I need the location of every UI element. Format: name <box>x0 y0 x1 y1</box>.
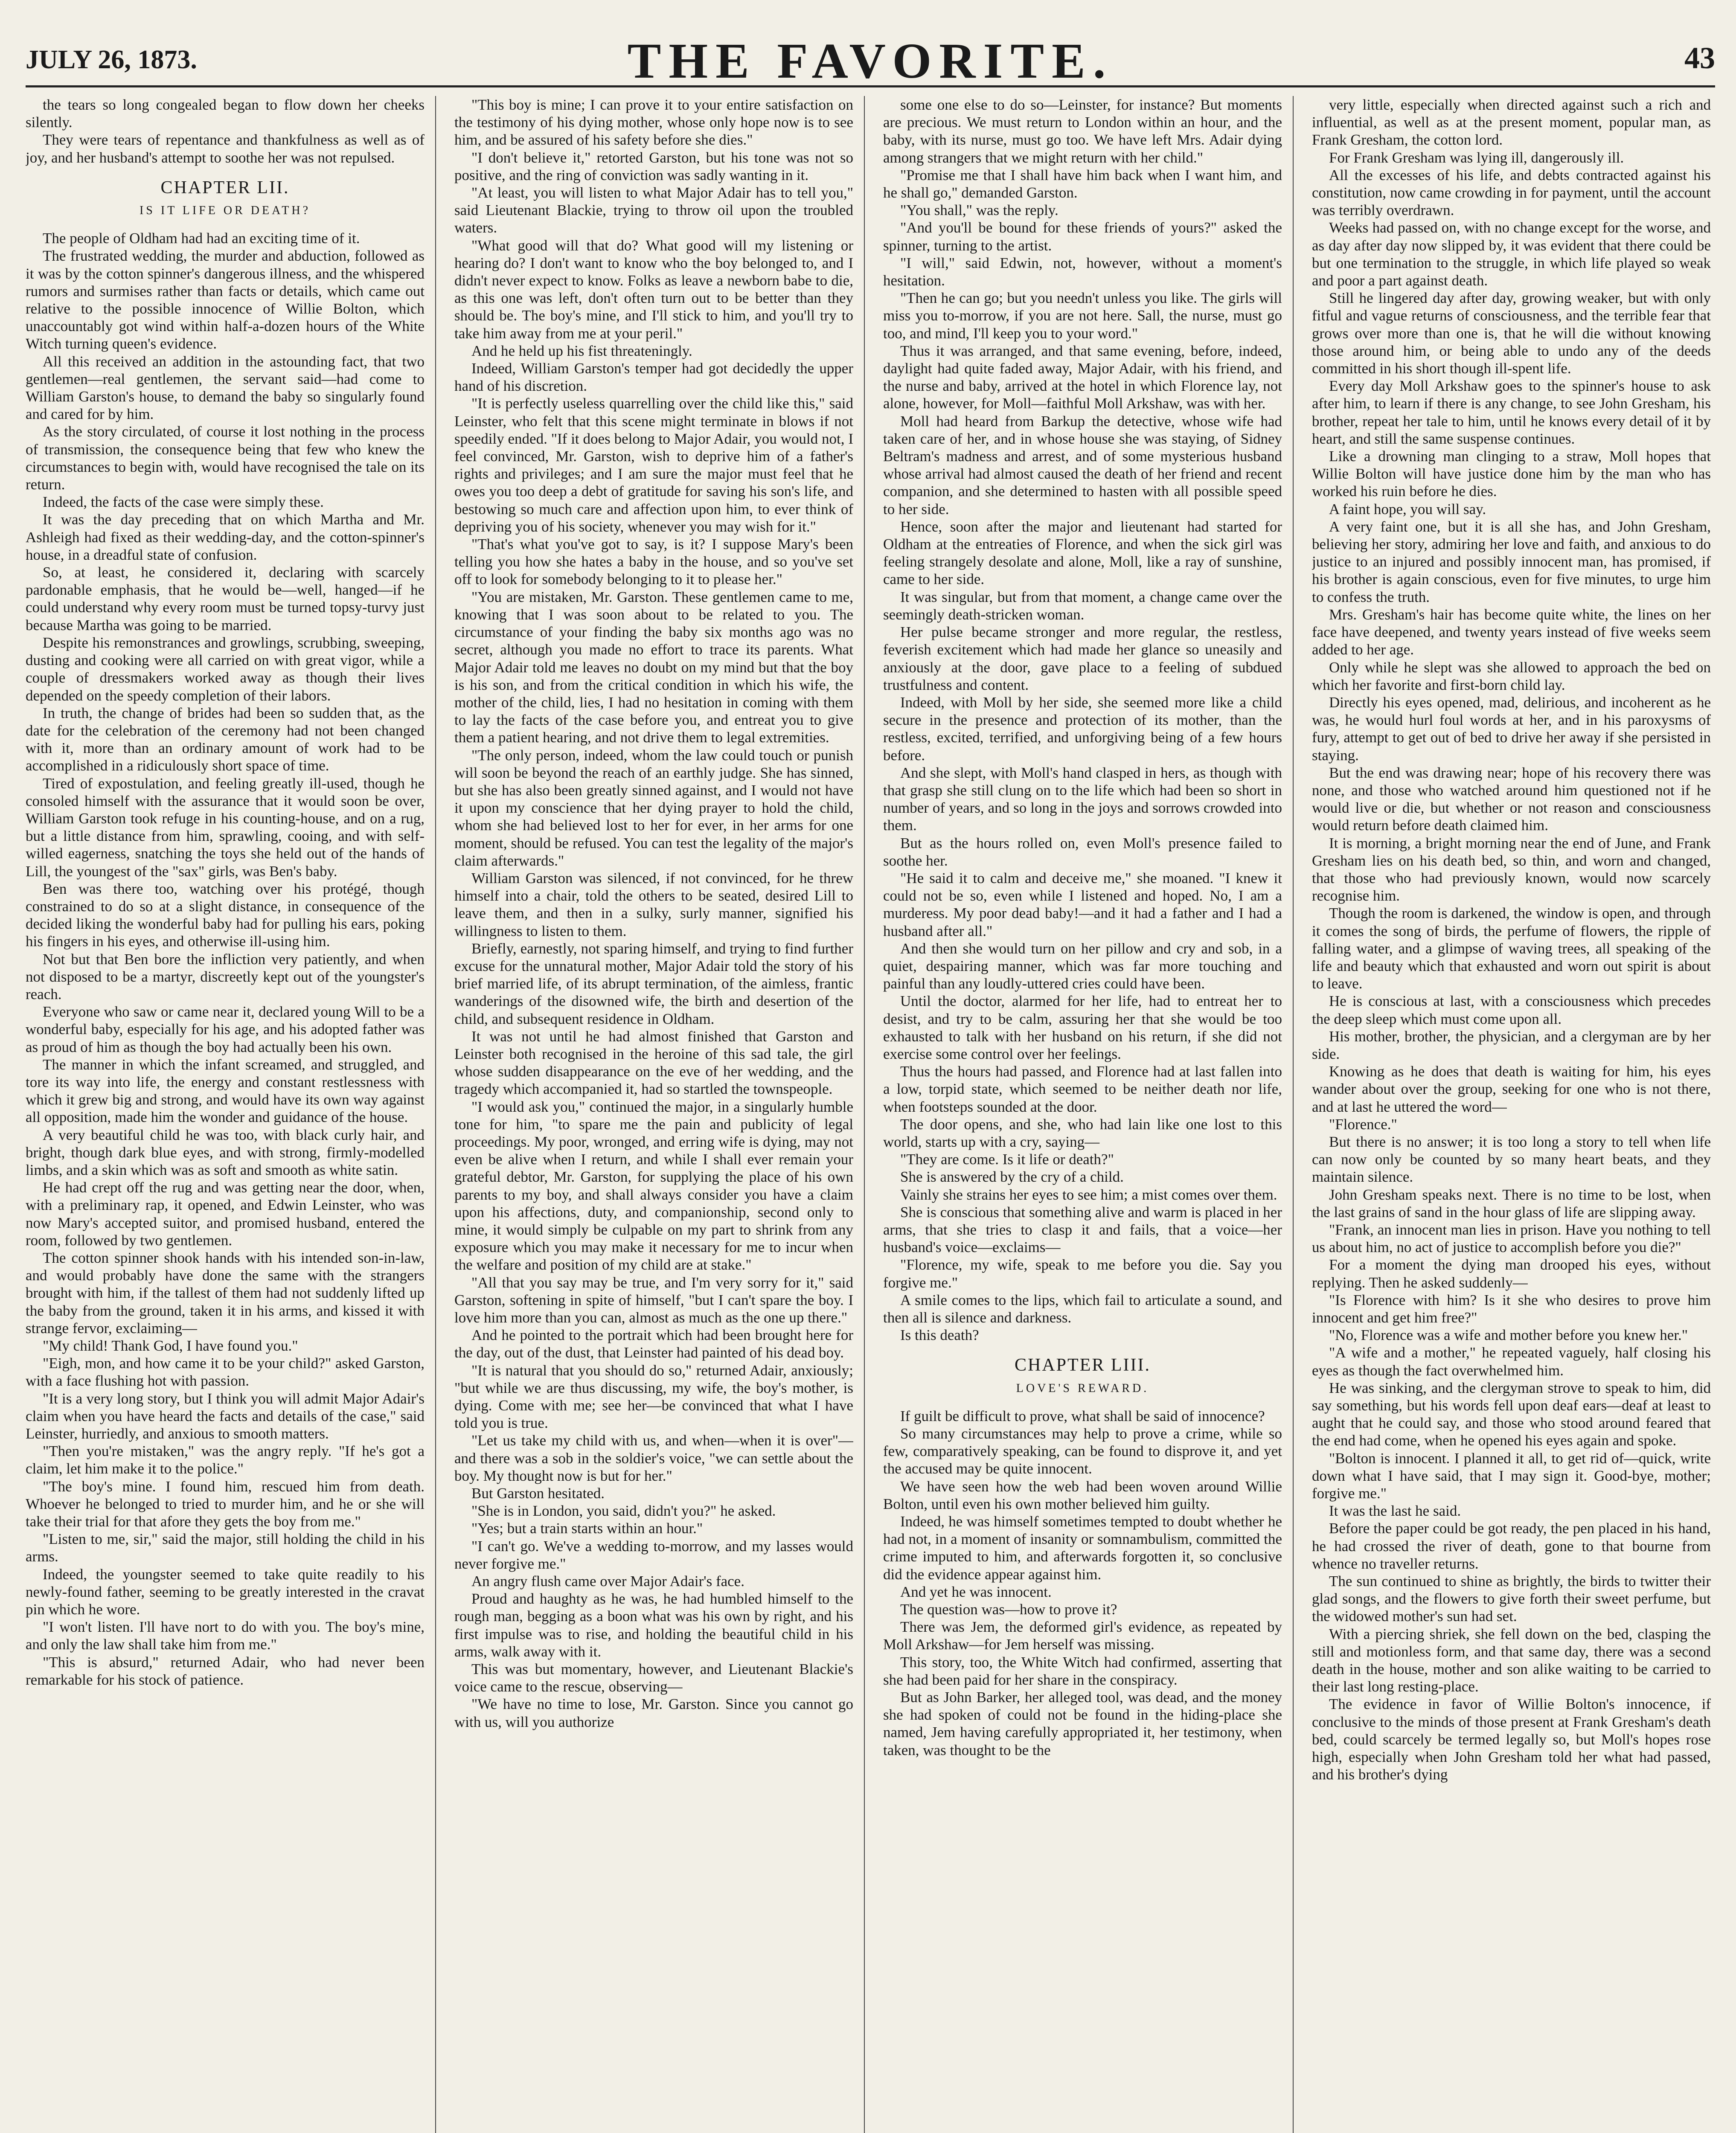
paragraph: If guilt be difficult to prove, what shall be said of innocence? <box>900 1407 1265 1424</box>
paragraph: With a piercing shriek, she fell down on the bed, clasping the still and motionless form, and that same day, there was a second death in the house, mother and son alike waiting to be carried to their last long resting-place. <box>1312 1625 1711 1695</box>
paragraph: "My child! Thank God, I have found you." <box>43 1337 298 1354</box>
issue-date: JULY 26, 1873. <box>26 45 197 74</box>
column-divider <box>1293 96 1294 2133</box>
paragraph: "Yes; but a train starts within an hour." <box>471 1520 703 1537</box>
page-header <box>26 23 1715 87</box>
paragraph: Still he lingered day after day, growing weaker, but with only fitful and vague returns of consciousness, and the terrible fear that grows over more than one is, that he will die without knowing those around him, or being able to undo any of the deeds committed in his short though ill-spent life. <box>1312 290 1711 377</box>
paragraph: Indeed, the youngster seemed to take quite readily to his newly-found father, seeming to be greatly interested in the cravat pin which he wore. <box>26 1566 425 1618</box>
paragraph: A smile comes to the lips, which fail to articulate a sound, and then all is silence and darkness. <box>883 1291 1282 1326</box>
paragraph: As the story circulated, of course it lost nothing in the process of transmission, the consequence being that few who knew the circumstances to begin with, would have recognised the tale on its return. <box>26 423 425 493</box>
paragraph: William Garston was silenced, if not convinced, for he threw himself into a chair, told the others to be seated, desired Lill to leave them, and then in a sulky, surly manner, signified his willingness to listen to them. <box>454 869 853 939</box>
paragraph: "This boy is mine; I can prove it to your entire satisfaction on the testimony of his dying mother, whose only hope now is to see him, and be assured of his safety before she dies." <box>454 96 853 148</box>
paragraph: The cotton spinner shook hands with his intended son-in-law, and would probably have done the same with the strangers brought with him, if the tallest of them had not suddenly lifted up the baby from the ground, taken it in his arms, and kissed it with strange fervor, exclaiming— <box>26 1250 425 1337</box>
paragraph: "All that you say may be true, and I'm very sorry for it," said Garston, softening in spite of himself, "but I can't spare the boy. I love him more than you can, almost as much as the one up there." <box>454 1274 853 1326</box>
chapter-subtitle: LOVE'S REWARD. <box>1016 1381 1149 1395</box>
text-column-4 <box>1312 96 1711 2133</box>
paragraph: Knowing as he does that death is waiting for him, his eyes wander about over the group, seeking for one who is not there, and at last he uttered the word— <box>1312 1063 1711 1115</box>
paragraph: Like a drowning man clinging to a straw, Moll hopes that Willie Bolton will have justice done him by the man who has worked his ruin before he dies. <box>1312 448 1711 500</box>
paragraph: Directly his eyes opened, mad, delirious, and incoherent as he was, he would hurl foul words at her, and in his paroxysms of fury, attempt to get out of bed to drive her away if she persisted in staying. <box>1312 694 1711 764</box>
paragraph: Thus it was arranged, and that same evening, before, indeed, daylight had quite faded away, Major Adair, with his friend, and the nurse and baby, arrived at the hotel in which Florence lay, not alone, however, for Moll—faithful Moll Arkshaw, was with her. <box>883 342 1282 412</box>
paragraph: "Florence, my wife, speak to me before you die. Say you forgive me." <box>883 1256 1282 1291</box>
paragraph: the tears so long congealed began to flow down her cheeks silently. <box>26 96 425 131</box>
text-column-3 <box>883 96 1282 2133</box>
paragraph: Indeed, he was himself sometimes tempted to doubt whether he had not, in a moment of insanity or somnambulism, committed the crime imputed to him, and afterwards forgotten it, so conclusive did the evidence appear against him. <box>883 1513 1282 1583</box>
paragraph: "He said it to calm and deceive me," she moaned. "I knew it could not be so, even while I listened and hoped. No, I am a murderess. My poor dead baby!—and it had a father and I had a husband after all." <box>883 869 1282 939</box>
paragraph: "Eigh, mon, and how came it to be your child?" asked Garston, with a face flushing hot with passion. <box>26 1355 425 1389</box>
chapter-subtitle: IS IT LIFE OR DEATH? <box>139 204 311 218</box>
paragraph: The people of Oldham had had an exciting time of it. <box>43 230 360 247</box>
paragraph: very little, especially when directed against such a rich and influential, as well as at the present moment, popular man, as Frank Gresham, the cotton lord. <box>1312 96 1711 148</box>
paragraph: Her pulse became stronger and more regular, the restless, feverish excitement which had made her glance so uneasily and anxiously at the door, gave place to a feeling of subdued trustfulness and content. <box>883 624 1282 693</box>
paragraph: "I can't go. We've a wedding to-morrow, and my lasses would never forgive me." <box>454 1537 853 1572</box>
paragraph: He is conscious at last, with a consciousness which precedes the deep sleep which must come upon all. <box>1312 993 1711 1027</box>
paragraph: John Gresham speaks next. There is no time to be lost, when the last grains of sand in the hour glass of life are slipping away. <box>1312 1186 1711 1221</box>
paragraph: "No, Florence was a wife and mother before you knew her." <box>1329 1327 1688 1344</box>
text-column-2 <box>454 96 853 2133</box>
paragraph: Indeed, with Moll by her side, she seemed more like a child secure in the presence and protection of its mother, than the restless, excited, terrified, and unforgiving being of a few hours before. <box>883 694 1282 764</box>
paragraph: But the end was drawing near; hope of his recovery there was none, and those who watched around him questioned not if he would live or die, but whether or not reason and consciousness would return before death claimed him. <box>1312 764 1711 834</box>
paragraph: It is morning, a bright morning near the end of June, and Frank Gresham lies on his death bed, so thin, and worn and changed, that those who had previously known, would now scarcely recognise him. <box>1312 834 1711 904</box>
paragraph: We have seen how the web had been woven around Willie Bolton, until even his own mother believed him guilty. <box>883 1478 1282 1512</box>
paragraph: "Is Florence with him? Is it she who desires to prove him innocent and get him free?" <box>1312 1291 1711 1326</box>
paragraph: And then she would turn on her pillow and cry and sob, in a quiet, despairing manner, which was far more touching and painful than any loudly-uttered cries could have been. <box>883 940 1282 992</box>
paragraph: She is conscious that something alive and warm is placed in her arms, that she tries to clasp it and fails, that a voice—her husband's voice—exclaims— <box>883 1203 1282 1256</box>
paragraph: This was but momentary, however, and Lieutenant Blackie's voice came to the rescue, observing— <box>454 1661 853 1695</box>
paragraph: "It is natural that you should do so," returned Adair, anxiously; "but while we are thus discussing, my wife, the boy's mother, is dying. Come with me; see her—be convinced that what I have told you is true. <box>454 1362 853 1432</box>
paragraph: So many circumstances may help to prove a crime, while so few, comparatively speaking, can be found to disprove it, and yet the accused may be quite innocent. <box>883 1425 1282 1477</box>
paragraph: Is this death? <box>900 1327 979 1344</box>
paragraph: So, at least, he considered it, declaring with scarcely pardonable emphasis, that he would be—well, hanged—if he could understand why every room must be turned topsy-turvy just because Martha was going to be married. <box>26 564 425 634</box>
paragraph: "That's what you've got to say, is it? I suppose Mary's been telling you how she hates a baby in the house, and so you've set off to look for somebody belonging to it to please her." <box>454 536 853 588</box>
paragraph: He had crept off the rug and was getting near the door, when, with a preliminary rap, it opened, and Edwin Leinster, who was now Mary's accepted suitor, and promised husband, entered the room, followed by two gentlemen. <box>26 1179 425 1249</box>
paragraph: "Florence." <box>1329 1116 1397 1133</box>
paragraph: His mother, brother, the physician, and a clergyman are by her side. <box>1312 1028 1711 1062</box>
paragraph: Briefly, earnestly, not sparing himself, and trying to find further excuse for the unnatural mother, Major Adair told the story of his brief married life, of its abrupt termination, of the aimless, frantic wanderings of the disowned wife, the birth and desertion of the child, and subsequent residence in Oldham. <box>454 940 853 1027</box>
paragraph: "It is perfectly useless quarrelling over the child like this," said Leinster, who felt that this scene might terminate in blows if not speedily ended. "If it does belong to Major Adair, you would not, I feel convinced, Mr. Garston, wish to deprive him of a father's rights and privileges; and I am sure the major must feel that he owes you too deep a debt of gratitude for saving his son's life, and bestowing so much care and affection upon him, to ever think of depriving you of his society, whenever you may wish for it." <box>454 395 853 535</box>
paragraph: Every day Moll Arkshaw goes to the spinner's house to ask after him, to learn if there is any change, to see John Gresham, his brother, repeat her tale to him, until he knows every detail of it by heart, and still the same suspense continues. <box>1312 378 1711 447</box>
chapter-heading: CHAPTER LIII. <box>1015 1355 1151 1375</box>
paragraph: Indeed, William Garston's temper had got decidedly the upper hand of his discretion. <box>454 360 853 395</box>
paragraph: The manner in which the infant screamed, and struggled, and tore its way into life, the energy and constant restlessness with which it grew big and strong, and would have its own way against all opposition, made him the wonder and guidance of the house. <box>26 1056 425 1126</box>
paragraph: "They are come. Is it life or death?" <box>900 1151 1114 1168</box>
paragraph: Until the doctor, alarmed for her life, had to entreat her to desist, and try to be calm, assuring her that she would be too exhausted to talk with her husband on his return, if she did not exercise some control over her feelings. <box>883 993 1282 1062</box>
paragraph: It was singular, but from that moment, a change came over the seemingly death-stricken woman. <box>883 588 1282 623</box>
paragraph: "Listen to me, sir," said the major, still holding the child in his arms. <box>26 1531 425 1565</box>
paragraph: "Then you're mistaken," was the angry reply. "If he's got a claim, let him make it to the police." <box>26 1443 425 1477</box>
paragraph: "This is absurd," returned Adair, who had never been remarkable for his stock of patience. <box>26 1654 425 1688</box>
paragraph: "What good will that do? What good will my listening or hearing do? I don't want to know who the boy belonged to, and I didn't never expect to know. Folks as leave a newborn babe to die, as this one was left, don't often turn out to be better than they should be. The boy's mine, and I'll stick to him, and you'll try to take him away from me at your peril." <box>454 237 853 342</box>
paragraph: There was Jem, the deformed girl's evidence, as repeated by Moll Arkshaw—for Jem herself was missing. <box>883 1619 1282 1653</box>
paragraph: "It is a very long story, but I think you will admit Major Adair's claim when you have heard the facts and details of the case," said Leinster, hurriedly, and anxious to smooth matters. <box>26 1390 425 1442</box>
paragraph: They were tears of repentance and thankfulness as well as of joy, and her husband's attempt to soothe her was not repulsed. <box>26 131 425 166</box>
paragraph: Thus the hours had passed, and Florence had at last fallen into a low, torpid state, which seemed to be neither death nor life, when footsteps sounded at the door. <box>883 1063 1282 1115</box>
paragraph: And yet he was innocent. <box>900 1583 1052 1600</box>
paragraph: "We have no time to lose, Mr. Garston. Since you cannot go with us, will you authorize <box>454 1696 853 1730</box>
paragraph: "Then he can go; but you needn't unless you like. The girls will miss you to-morrow, if you are not here. Sall, the nurse, must go too, and mind, I'll keep you to your word." <box>883 290 1282 342</box>
paragraph: An angry flush came over Major Adair's face. <box>471 1573 744 1590</box>
paragraph: "I don't believe it," retorted Garston, but his tone was not so positive, and the ring of conviction was sadly wanting in it. <box>454 149 853 183</box>
header-rule <box>26 85 1715 87</box>
paragraph: "I would ask you," continued the major, in a singularly humble tone for him, "to spare me the pain and publicity of legal proceedings. My poor, wronged, and erring wife is dying, may not even be alive when I return, and while I shall ever remain your grateful debtor, Mr. Garston, for supplying the place of his own parents to my boy, and shall always consider you have a claim upon his affections, duty, and companionship, second only to mine, it would simply be culpable on my part to shrink from any exposure which you may make it necessary for me to incur when the welfare and position of my child are at stake." <box>454 1098 853 1273</box>
paragraph: Mrs. Gresham's hair has become quite white, the lines on her face have deepened, and twenty years instead of five weeks seem added to her age. <box>1312 606 1711 658</box>
paragraph: It was the last he said. <box>1329 1502 1461 1520</box>
paragraph: A faint hope, you will say. <box>1329 500 1486 517</box>
paragraph: "The boy's mine. I found him, rescued him from death. Whoever he belonged to tried to murder him, and he or she will take their trial for that afore they gets the boy from me." <box>26 1478 425 1530</box>
paragraph: "And you'll be bound for these friends of yours?" asked the spinner, turning to the artist. <box>883 219 1282 254</box>
paragraph: "At least, you will listen to what Major Adair has to tell you," said Lieutenant Blackie, trying to throw oil upon the troubled waters. <box>454 184 853 236</box>
paragraph: "I will," said Edwin, not, however, without a moment's hesitation. <box>883 254 1282 289</box>
paragraph: "A wife and a mother," he repeated vaguely, half closing his eyes as though the fact overwhelmed him. <box>1312 1344 1711 1379</box>
paragraph: But Garston hesitated. <box>471 1485 605 1502</box>
paragraph: some one else to do so—Leinster, for instance? But moments are precious. We must return to London within an hour, and the baby, with its nurse, must go too. We have left Mrs. Adair dying among strangers that we might return with her child." <box>883 96 1282 166</box>
paragraph: "Frank, an innocent man lies in prison. Have you nothing to tell us about him, no act of justice to accomplish before you die?" <box>1312 1221 1711 1256</box>
paragraph: This story, too, the White Witch had confirmed, asserting that she had been paid for her share in the conspiracy. <box>883 1654 1282 1688</box>
paragraph: All this received an addition in the astounding fact, that two gentlemen—real gentlemen, the servant said—had come to William Garston's house, to demand the baby so singularly found and cared for by him. <box>26 353 425 423</box>
paragraph: But as John Barker, her alleged tool, was dead, and the money she had spoken of could not be found in the hiding-place she named, Jem having carefully appropriated it, her testimony, when taken, was thought to be the <box>883 1689 1282 1758</box>
paragraph: She is answered by the cry of a child. <box>900 1168 1124 1186</box>
paragraph: For a moment the dying man drooped his eyes, without replying. Then he asked suddenly— <box>1312 1256 1711 1291</box>
paragraph: Before the paper could be got ready, the pen placed in his hand, he had crossed the river of death, gone to that bourne from whence no traveller returns. <box>1312 1520 1711 1572</box>
paragraph: And he pointed to the portrait which had been brought here for the day, out of the dust, that Leinster had painted of his dead boy. <box>454 1327 853 1361</box>
paragraph: The sun continued to shine as brightly, the birds to twitter their glad songs, and the flowers to give forth their sweet perfume, but the widowed mother's sun had set. <box>1312 1573 1711 1625</box>
paragraph: The frustrated wedding, the murder and abduction, followed as it was by the cotton spinner's dangerous illness, and the whispered rumors and surmises rather than facts or details, which came out relative to the possible innocence of Willie Bolton, which unaccountably got wind within half-a-dozen hours of the White Witch turning queen's evidence. <box>26 247 425 352</box>
paragraph: Not but that Ben bore the infliction very patiently, and when not disposed to be a martyr, discreetly kept out of the youngster's reach. <box>26 950 425 1003</box>
paragraph: "You are mistaken, Mr. Garston. These gentlemen came to me, knowing that I was soon about to be related to you. The circumstance of your finding the baby six months ago was no secret, although you made no effort to trace its parents. What Major Adair told me leaves no doubt on my mind but that the boy is his son, and from the critical condition in which his wife, the mother of the child, lies, I had no hesitation in coming with them to lay the facts of the case before you, and entreat you to give them a patient hearing, and not drive them to legal extremities. <box>454 588 853 746</box>
paragraph: A very faint one, but it is all she has, and John Gresham, believing her story, admiring her love and faith, and anxious to do justice to an injured and possibly innocent man, has promised, if his brother is again conscious, even for five minutes, to urge him to confess the truth. <box>1312 518 1711 605</box>
paragraph: Indeed, the facts of the case were simply these. <box>43 494 324 511</box>
paragraph: "She is in London, you said, didn't you?" he asked. <box>471 1502 776 1520</box>
paragraph: Vainly she strains her eyes to see him; a mist comes over them. <box>900 1186 1277 1203</box>
paragraph: Only while he slept was she allowed to approach the bed on which her favorite and first-born child lay. <box>1312 659 1711 693</box>
paragraph: It was the day preceding that on which Martha and Mr. Ashleigh had fixed as their wedding-day, and the cotton-spinner's house, in a dreadful state of confusion. <box>26 511 425 563</box>
paragraph: But as the hours rolled on, even Moll's presence failed to soothe her. <box>883 834 1282 869</box>
paragraph: In truth, the change of brides had been so sudden that, as the date for the celebration of the ceremony had not been changed with it, more than an ordinary amount of work had to be accomplished in a ridiculously short space of time. <box>26 704 425 774</box>
column-divider <box>864 96 865 2133</box>
paragraph: Proud and haughty as he was, he had humbled himself to the rough man, begging as a boon what was his own by right, and his first impulse was to rise, and holding the beautiful child in his arms, walk away with it. <box>454 1590 853 1660</box>
column-divider <box>435 96 436 2133</box>
paragraph: It was not until he had almost finished that Garston and Leinster both recognised in the heroine of this sad tale, the girl whose sudden disappearance on the eve of her wedding, and the tragedy which accompanied it, had so startled the townspeople. <box>454 1028 853 1098</box>
paragraph: "You shall," was the reply. <box>900 202 1058 219</box>
paragraph: And he held up his fist threateningly. <box>471 342 692 359</box>
paragraph: "Promise me that I shall have him back when I want him, and he shall go," demanded Garston. <box>883 166 1282 201</box>
paragraph: Hence, soon after the major and lieutenant had started for Oldham at the entreaties of Florence, and when the sick girl was feeling strangely desolate and alone, Moll, like a ray of sunshine, came to her side. <box>883 518 1282 588</box>
masthead-title: THE FAVORITE. <box>627 33 1114 89</box>
paragraph: "Let us take my child with us, and when—when it is over"—and there was a sob in the soldier's voice, "we can settle about the boy. My thought now is but for her." <box>454 1432 853 1484</box>
paragraph: For Frank Gresham was lying ill, dangerously ill. <box>1329 149 1624 166</box>
paragraph: A very beautiful child he was too, with black curly hair, and bright, though dark blue eyes, and with strong, firmly-modelled limbs, and a skin which was as soft and smooth as white satin. <box>26 1126 425 1178</box>
paragraph: "The only person, indeed, whom the law could touch or punish will soon be beyond the reach of an earthly judge. She has sinned, but she has also been greatly sinned against, and I would not have it upon my conscience that her dying prayer to hold the child, whom she had believed lost to her for ever, in her arms for one moment, should be refused. You can test the legality of the major's claim afterwards." <box>454 747 853 869</box>
paragraph: All the excesses of his life, and debts contracted against his constitution, now came crowding in for payment, until the account was terribly overdrawn. <box>1312 166 1711 219</box>
paragraph: He was sinking, and the clergyman strove to speak to him, did say something, but his words fell upon deaf ears—deaf at least to aught that he could say, and those who stood around feared that the end had come, when he opened his eyes again and spoke. <box>1312 1379 1711 1449</box>
chapter-heading: CHAPTER LII. <box>160 177 290 198</box>
paragraph: But there is no answer; it is too long a story to tell when life can now only be counted by so many heart beats, and they maintain silence. <box>1312 1133 1711 1186</box>
text-column-1 <box>26 96 425 2133</box>
paragraph: "I won't listen. I'll have nort to do with you. The boy's mine, and only the law shall take him from me." <box>26 1619 425 1653</box>
paragraph: Tired of expostulation, and feeling greatly ill-used, though he consoled himself with the assurance that it would soon be over, William Garston took refuge in his counting-house, and on a rug, but a little distance from him, sprawling, cooing, and with self-willed eagerness, snatching the toys she held out of the hands of Lill, the youngest of the "sax" girls, was Ben's baby. <box>26 775 425 880</box>
paragraph: And she slept, with Moll's hand clasped in hers, as though with that grasp she still clung on to the life which had been so short in number of years, and so long in the joys and sorrows crowded into them. <box>883 764 1282 834</box>
paragraph: Despite his remonstrances and growlings, scrubbing, sweeping, dusting and cooking were all carried on with great vigor, while a couple of dressmakers worked away as though their lives depended on the speedy completion of their labors. <box>26 634 425 704</box>
page-number: 43 <box>1684 41 1715 75</box>
paragraph: Ben was there too, watching over his protégé, though constrained to do so at a slight distance, in consequence of the decided liking the wonderful baby had for pulling his ears, poking his fingers in his eyes, and otherwise ill-using him. <box>26 880 425 950</box>
paragraph: The door opens, and she, who had lain like one lost to this world, starts up with a cry, saying— <box>883 1116 1282 1150</box>
paragraph: Weeks had passed on, with no change except for the worse, and as day after day now slipped by, it was evident that there could be but one termination to the struggle, in which life played so weak and poor a part against death. <box>1312 219 1711 289</box>
paragraph: Moll had heard from Barkup the detective, whose wife had taken care of her, and in whose house she was staying, of Sidney Beltram's madness and arrest, and of some mysterious husband whose arrival had almost caused the death of her friend and recent companion, and she determined to hasten with all possible speed to her side. <box>883 413 1282 517</box>
paragraph: Though the room is darkened, the window is open, and through it comes the song of birds, the perfume of flowers, the ripple of falling water, and a glimpse of waving trees, all speaking of the life and beauty which that exhausted and worn out spirit is about to leave. <box>1312 905 1711 992</box>
paragraph: "Bolton is innocent. I planned it all, to get rid of—quick, write down what I have said, that I may sign it. Good-bye, mother; forgive me." <box>1312 1450 1711 1502</box>
paragraph: The question was—how to prove it? <box>900 1601 1117 1618</box>
paragraph: The evidence in favor of Willie Bolton's innocence, if conclusive to the minds of those present at Frank Gresham's death bed, could scarcely be termed legally so, but Moll's hopes rose high, especially when John Gresham told her what had passed, and his brother's dying <box>1312 1696 1711 1783</box>
paragraph: Everyone who saw or came near it, declared young Will to be a wonderful baby, especially for his age, and his adopted father was as proud of him as though the boy had actually been his own. <box>26 1003 425 1055</box>
